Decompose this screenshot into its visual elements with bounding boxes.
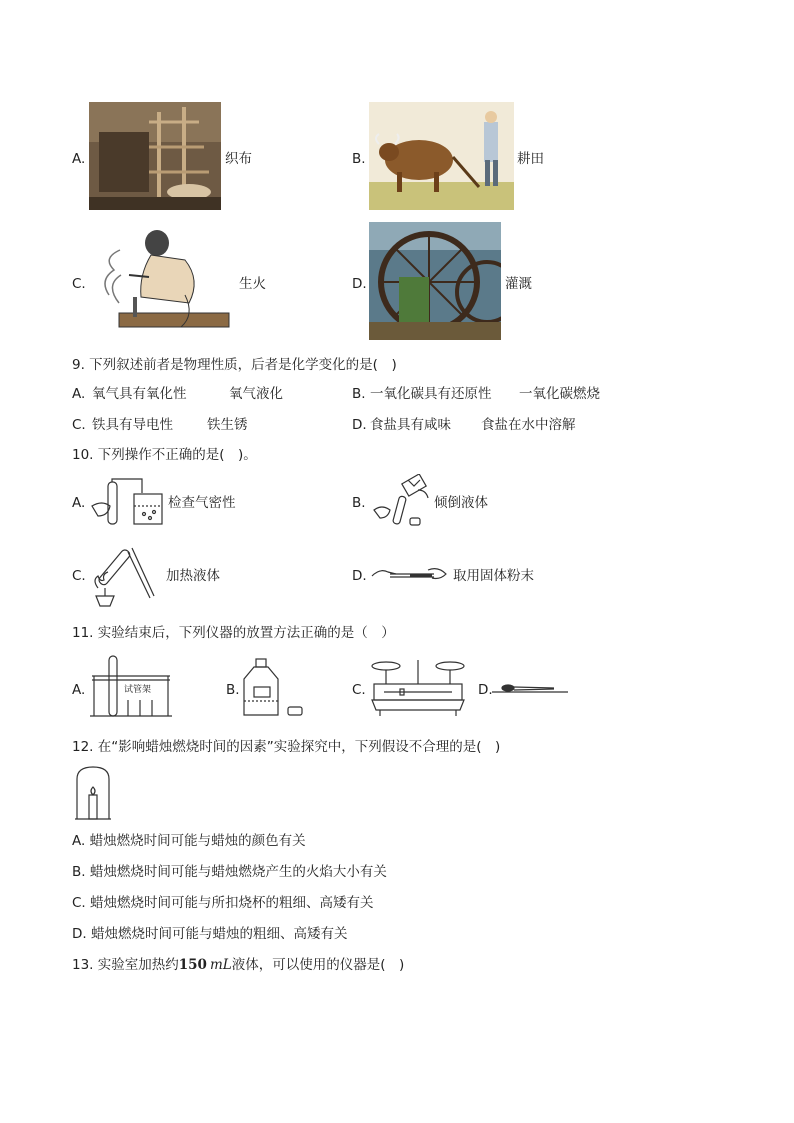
q9-option-a-letter: A. bbox=[72, 386, 86, 402]
q10-option-c-label: 加热液体 bbox=[166, 568, 220, 584]
q9-option-d-second: 食盐在水中溶解 bbox=[481, 417, 576, 433]
airtightness-check-drawing bbox=[88, 476, 166, 528]
q11-option-a-letter: A. bbox=[72, 682, 86, 698]
q9-option-d-first: 食盐具有咸味 bbox=[370, 417, 451, 433]
q11-stem: 11. 实验结束后，下列仪器的放置方法正确的是（ ） bbox=[72, 625, 395, 641]
q11-option-b-letter: B. bbox=[226, 682, 240, 698]
q12-stem: 12. 在“影响蜡烛燃烧时间的因素”实验探究中，下列假设不合理的是( ) bbox=[72, 739, 501, 755]
q10-option-a-label: 检查气密性 bbox=[168, 495, 236, 511]
q9-option-d-letter: D. bbox=[352, 417, 367, 433]
q9-option-c-letter: C. bbox=[72, 417, 86, 433]
q10-option-d-label: 取用固体粉末 bbox=[453, 568, 534, 584]
q8-option-d-letter: D. bbox=[352, 276, 367, 292]
q11-option-c-letter: C. bbox=[352, 682, 366, 698]
candle-under-beaker-drawing bbox=[75, 765, 111, 820]
ox-plowing-painting bbox=[369, 102, 514, 210]
q13-stem bbox=[72, 956, 404, 974]
q13-amount: 150 bbox=[178, 957, 207, 973]
pouring-liquid-drawing bbox=[368, 474, 432, 530]
q11-option-d-letter: D. bbox=[478, 682, 493, 698]
q8-option-a-label: 织布 bbox=[225, 151, 252, 167]
q10-stem: 10. 下列操作不正确的是( )。 bbox=[72, 447, 257, 463]
q12-option-a: A. 蜡烛燃烧时间可能与蜡烛的颜色有关 bbox=[72, 833, 306, 849]
q8-option-b-label: 耕田 bbox=[517, 151, 544, 167]
q10-option-c-letter: C. bbox=[72, 568, 86, 584]
balance-scale-drawing bbox=[370, 656, 466, 718]
q9-option-c-second: 铁生锈 bbox=[207, 417, 248, 433]
q8-option-b-letter: B. bbox=[352, 151, 366, 167]
q13-stem-before: 13. 实验室加热约 bbox=[72, 957, 179, 973]
reagent-bottle-drawing bbox=[242, 657, 306, 717]
q13-stem-after: 液体，可以使用的仪器是( ) bbox=[231, 957, 405, 973]
q9-stem: 9. 下列叙述前者是物理性质，后者是化学变化的是( ) bbox=[72, 357, 397, 373]
q12-option-c: C. 蜡烛燃烧时间可能与所扣烧杯的粗细、高矮有关 bbox=[72, 895, 374, 911]
solid-powder-drawing bbox=[370, 562, 450, 586]
q10-option-b-letter: B. bbox=[352, 495, 366, 511]
q8-option-c-letter: C. bbox=[72, 276, 86, 292]
q9-option-b-first: 一氧化碳具有还原性 bbox=[370, 386, 492, 402]
fire-making-drawing bbox=[89, 225, 233, 337]
q13-unit: mL bbox=[209, 957, 232, 973]
dropper-on-table-drawing bbox=[492, 682, 568, 696]
q9-option-a-first: 氧气具有氧化性 bbox=[92, 386, 187, 402]
q8-option-a-letter: A. bbox=[72, 151, 86, 167]
rack-label: 试管架 bbox=[124, 685, 152, 695]
q9-option-b-letter: B. bbox=[352, 386, 366, 402]
q10-option-d-letter: D. bbox=[352, 568, 367, 584]
q10-option-b-label: 倾倒液体 bbox=[434, 495, 488, 511]
q9-option-b-second: 一氧化碳燃烧 bbox=[519, 386, 600, 402]
q12-option-b: B. 蜡烛燃烧时间可能与蜡烛燃烧产生的火焰大小有关 bbox=[72, 864, 387, 880]
q8-option-c-label: 生火 bbox=[239, 276, 266, 292]
q12-option-d: D. 蜡烛燃烧时间可能与蜡烛的粗细、高矮有关 bbox=[72, 926, 348, 942]
q9-option-a-second: 氧气液化 bbox=[229, 386, 283, 402]
weaving-loom-photo bbox=[89, 102, 221, 210]
waterwheel-photo bbox=[369, 222, 501, 340]
q10-option-a-letter: A. bbox=[72, 495, 86, 511]
q9-option-c-first: 铁具有导电性 bbox=[92, 417, 173, 433]
test-tube-rack-drawing bbox=[88, 654, 174, 718]
q8-option-d-label: 灌溉 bbox=[505, 276, 532, 292]
heating-liquid-drawing bbox=[88, 540, 162, 610]
